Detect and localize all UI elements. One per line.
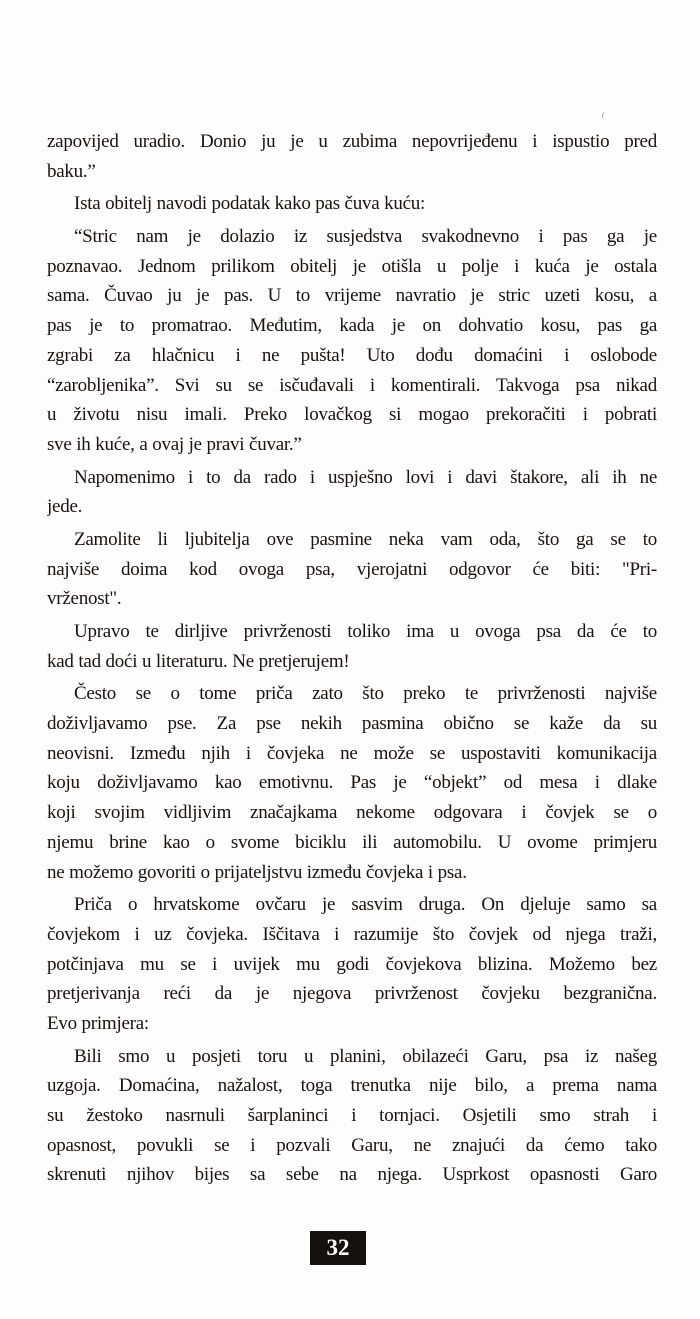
text-line: su žestoko nasrnuli šarplaninci i tornjaci. Osjetili smo strah i <box>47 1105 657 1126</box>
text-line: koju doživljavamo kao emotivnu. Pas je “objekt” od mesa i dlake <box>47 772 657 794</box>
text-line: neovisni. Između njih i čovjeka ne može se uspostaviti komunikacija <box>47 742 657 764</box>
text-line: u životu nisu imali. Preko lovačkog si mogao prekoračiti i pobrati <box>47 404 657 426</box>
text-line: “zarobljenika”. Svi su se isčuđavali i komentirali. Takvoga psa nikad <box>47 374 657 396</box>
page-number-badge <box>310 1231 366 1265</box>
paragraph <box>47 189 657 219</box>
paragraph <box>47 525 657 614</box>
text-line: Priča o hrvatskome ovčaru je sasvim druga. On djeluje samo sa <box>74 894 657 916</box>
text-line: pretjerivanja reći da je njegova privrženost čovjeku bezgranična. <box>47 983 657 1005</box>
text-line: Zamolite li ljubitelja ove pasmine neka vam oda, što ga se to <box>74 528 657 550</box>
text-line: koji svojim vidljivim značajkama nekome odgovara i čovjek se o <box>47 802 657 824</box>
text-line: njemu brine kao o svome biciklu ili automobilu. U ovome primjeru <box>47 831 657 853</box>
page-number: 32 <box>326 1235 350 1260</box>
text-line: jede. <box>47 496 83 518</box>
text-line: kad tad doći u literaturu. Ne pretjerujem! <box>47 650 350 672</box>
text-line: zapovijed uradio. Donio ju je u zubima nepovrijeđenu i ispustio pred <box>47 131 657 152</box>
paragraph <box>47 679 657 887</box>
text-line: skrenuti njihov bijes sa sebe na njega. Usprkost opasnosti Garo <box>47 1164 657 1186</box>
text-block <box>47 127 657 1193</box>
text-line: uzgoja. Domaćina, nažalost, toga trenutka nije bilo, a prema nama <box>47 1075 657 1097</box>
text-line: zgrabi za hlačnicu i ne pušta! Uto dođu domaćini i oslobode <box>47 344 657 366</box>
text-line: sama. Čuvao ju je pas. U to vrijeme navratio je stric uzeti kosu, a <box>47 285 657 307</box>
paragraph <box>47 127 657 186</box>
text-line: sve ih kuće, a ovaj je pravi čuvar.” <box>47 433 302 455</box>
text-line: Napomenimo i to da rado i uspješno lovi i davi štakore, ali ih ne <box>74 466 657 488</box>
text-line: Bili smo u posjeti toru u planini, obilazeći Garu, psa iz našeg <box>74 1045 657 1067</box>
text-line: čovjekom i uz čovjeka. Iščitava i razumije što čovjek od njega traži, <box>47 923 657 945</box>
text-line: poznavao. Jednom prilikom obitelj je otišla u polje i kuća je ostala <box>47 255 657 277</box>
text-line: baku.” <box>47 160 96 182</box>
text-line: “Stric nam je dolazio iz susjedstva svakodnevno i pas ga je <box>74 226 657 248</box>
paragraph <box>47 890 657 1038</box>
text-line: Često se o tome priča zato što preko te privrženosti najviše <box>74 683 657 705</box>
paragraph <box>47 617 657 676</box>
text-line: potčinjava mu se i uvijek mu godi čovjekova blizina. Možemo bez <box>47 953 657 975</box>
text-line: Upravo te dirljive privrženosti toliko ima u ovoga psa da će to <box>74 621 657 642</box>
text-line: Evo primjera: <box>47 1012 149 1034</box>
text-line: vrženost". <box>47 588 122 610</box>
text-line: najviše doima kod ovoga psa, vjerojatni odgovor će biti: "Pri- <box>47 558 657 580</box>
scan-speck-icon <box>601 112 606 120</box>
text-line: Ista obitelj navodi podatak kako pas čuva kuću: <box>74 193 426 215</box>
text-line: ne možemo govoriti o prijateljstvu između čovjeka i psa. <box>47 861 467 883</box>
paragraph <box>47 222 657 460</box>
paragraph <box>47 1042 657 1190</box>
text-line: pas je to promatrao. Međutim, kada je on dohvatio kosu, pas ga <box>47 315 657 337</box>
paragraph <box>47 463 657 522</box>
text-line: doživljavamo pse. Za pse nekih pasmina obično se kaže da su <box>47 713 657 735</box>
text-line: opasnost, povukli se i pozvali Garu, ne znajući da ćemo tako <box>47 1134 657 1156</box>
